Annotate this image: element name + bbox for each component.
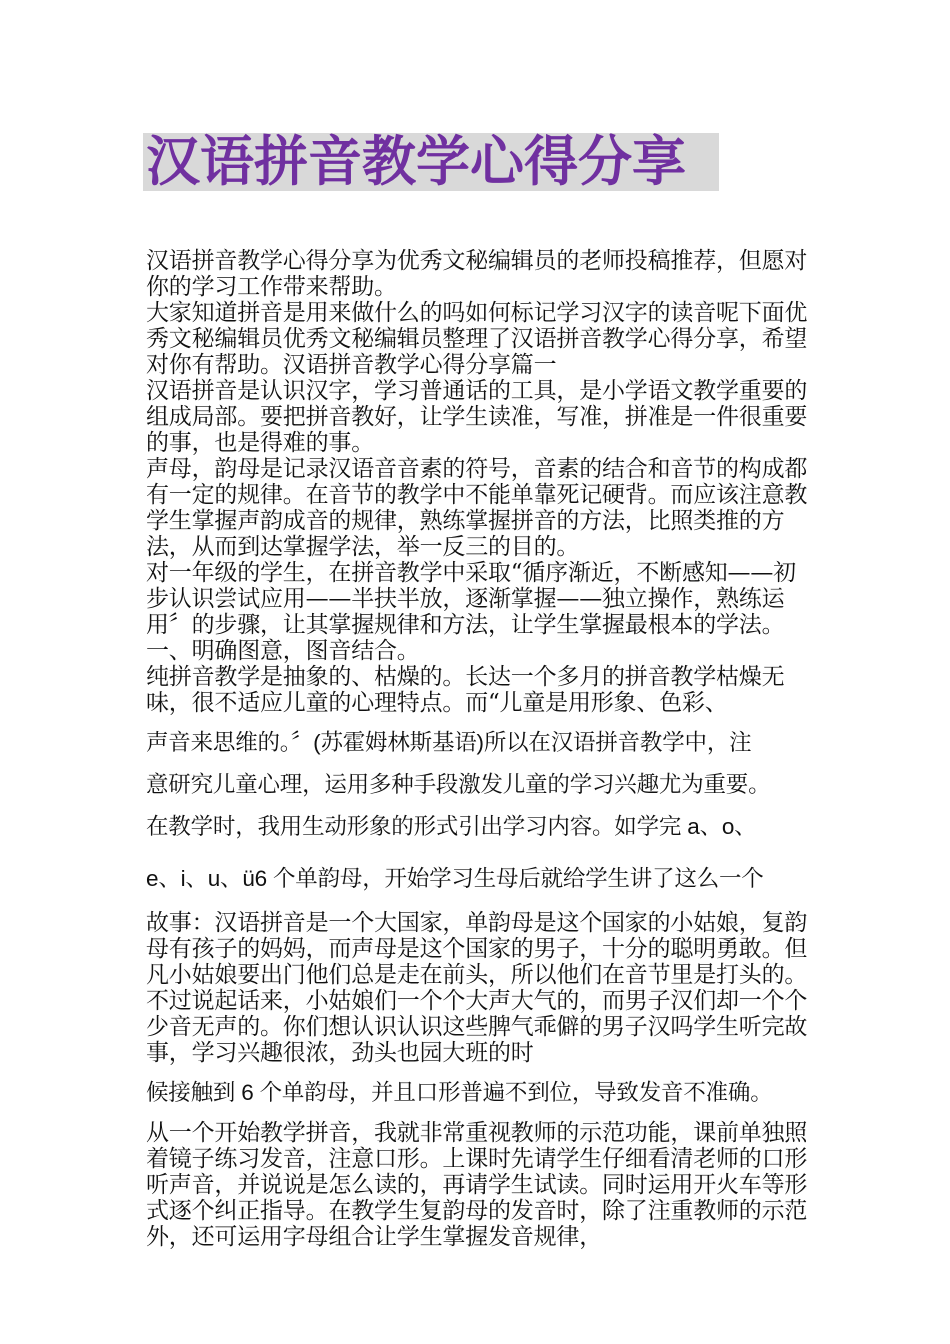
paragraph-story: 故事：汉语拼音是一个大国家，单韵母是这个国家的小姑娘，复韵母有孩子的妈妈，而声母是这个国家的男子，十分的聪明勇敢。但凡小姑娘要出门他们总是走在前头，所以他们在音节里是打头的。不过说起话来，小姑娘们一个个大声大气的，而男子汉们却一个个少音无声的。你们想认识认识这些脾气乖僻的男子汉吗学生听完故事，学习兴趣很浓，劲头也园大班的时 (146, 910, 808, 1066)
paragraph-intro: 汉语拼音教学心得分享为优秀文秘编辑员的老师投稿推荐，但愿对你的学习工作带来帮助。 (146, 248, 808, 300)
paragraph-abstract-teaching: 纯拼音教学是抽象的、枯燥的。长达一个多月的拼音教学枯燥无味，很不适应儿童的心理特点。而“儿童是用形象、色彩、 (146, 664, 785, 716)
paragraph-steps: 对一年级的学生，在拼音教学中采取“循序渐近，不断感知——初步认识尝试应用——半扶半放，逐渐掌握——独立操作，熟练运用〞的步骤，让其掌握规律和方法，让学生掌握最根本的学法。 (146, 560, 796, 638)
paragraph-pinyin-tool: 汉语拼音是认识汉字，学习普通话的工具，是小学语文教学重要的组成局部。要把拼音教好，让学生读准，写准，拼准是一件很重要的事，也是得难的事。 (146, 378, 808, 456)
paragraph-summary: 大家知道拼音是用来做什么的吗如何标记学习汉字的读音呢下面优秀文秘编辑员优秀文秘编辑员整理了汉语拼音教学心得分享，希望对你有帮助。汉语拼音教学心得分享篇一 (146, 300, 808, 378)
paragraph-line-finals: e、i、u、ü6 个单韵母，开始学习生母后就给学生讲了这么一个 (146, 866, 764, 891)
section-heading-1: 一、明确图意，图音结合。 (146, 638, 420, 664)
document-body (146, 248, 811, 1250)
paragraph-line-contact: 候接触到 6 个单韵母，并且口形普遍不到位，导致发音不准确。 (146, 1080, 773, 1105)
paragraph-line-psychology: 意研究儿童心理，运用多种手段激发儿童的学习兴趣尤为重要。 (146, 772, 771, 797)
paragraph-line-quote: 声音来思维的。〞(苏霍姆林斯基语)所以在汉语拼音教学中，注 (146, 730, 752, 755)
paragraph-line-teaching: 在教学时，我用生动形象的形式引出学习内容。如学完 a、o、 (146, 814, 757, 839)
paragraph-initials-finals: 声母，韵母是记录汉语音音素的符号，音素的结合和音节的构成都有一定的规律。在音节的教学中不能单靠死记硬背。而应该注意教学生掌握声韵成音的规律，熟练掌握拼音的方法，比照类推的方法，从而到达掌握学法，举一反三的目的。 (146, 456, 808, 560)
paragraph-demonstration: 从一个开始教学拼音，我就非常重视教师的示范功能，课前单独照着镜子练习发音，注意口形。上课时先请学生仔细看清老师的口形听声音，并说说是怎么读的，再请学生试读。同时运用开火车等形式逐个纠正指导。在教学生复韵母的发音时，除了注重教师的示范外，还可运用字母组合让学生掌握发音规律， (146, 1120, 808, 1250)
document-title: 汉语拼音教学心得分享 (146, 130, 686, 193)
